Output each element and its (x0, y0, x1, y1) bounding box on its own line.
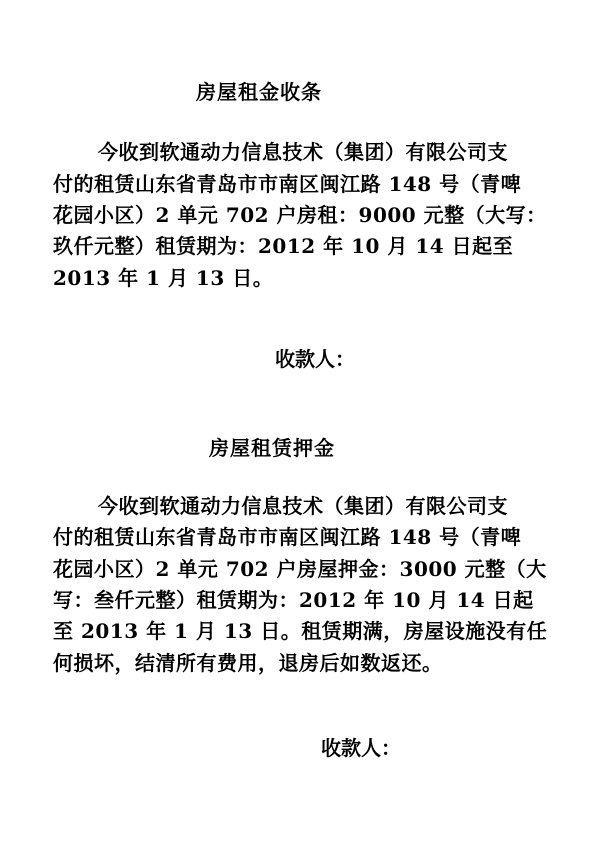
rent-receipt-line-1: 今收到软通动力信息技术（集团）有限公司支 (98, 140, 508, 164)
rent-receipt-line-3: 花园小区）2 单元 702 户房租：9000 元整（大写： (53, 203, 547, 227)
deposit-payee-label: 收款人： (321, 736, 401, 760)
deposit-receipt-line-1: 今收到软通动力信息技术（集团）有限公司支 (98, 494, 508, 518)
rent-receipt-title: 房屋租金收条 (196, 80, 322, 104)
rent-payee-label: 收款人： (275, 347, 355, 371)
deposit-receipt-line-4: 写：叁仟元整）租赁期为：2012 年 10 月 14 日起 (53, 588, 534, 612)
rent-receipt-line-4: 玖仟元整）租赁期为：2012 年 10 月 14 日起至 (53, 234, 514, 258)
rent-receipt-line-5: 2013 年 1 月 13 日。 (53, 266, 274, 290)
rent-receipt-line-2: 付的租赁山东省青岛市市南区闽江路 148 号（青啤 (53, 172, 522, 196)
deposit-receipt-line-3: 花园小区）2 单元 702 户房屋押金：3000 元整（大 (53, 557, 547, 581)
deposit-receipt-line-5: 至 2013 年 1 月 13 日。租赁期满，房屋设施没有任 (53, 619, 548, 643)
deposit-receipt-line-6: 何损坏，结清所有费用，退房后如数返还。 (53, 651, 443, 675)
deposit-receipt-line-2: 付的租赁山东省青岛市市南区闽江路 148 号（青啤 (53, 525, 522, 549)
deposit-receipt-title: 房屋租赁押金 (209, 436, 335, 460)
